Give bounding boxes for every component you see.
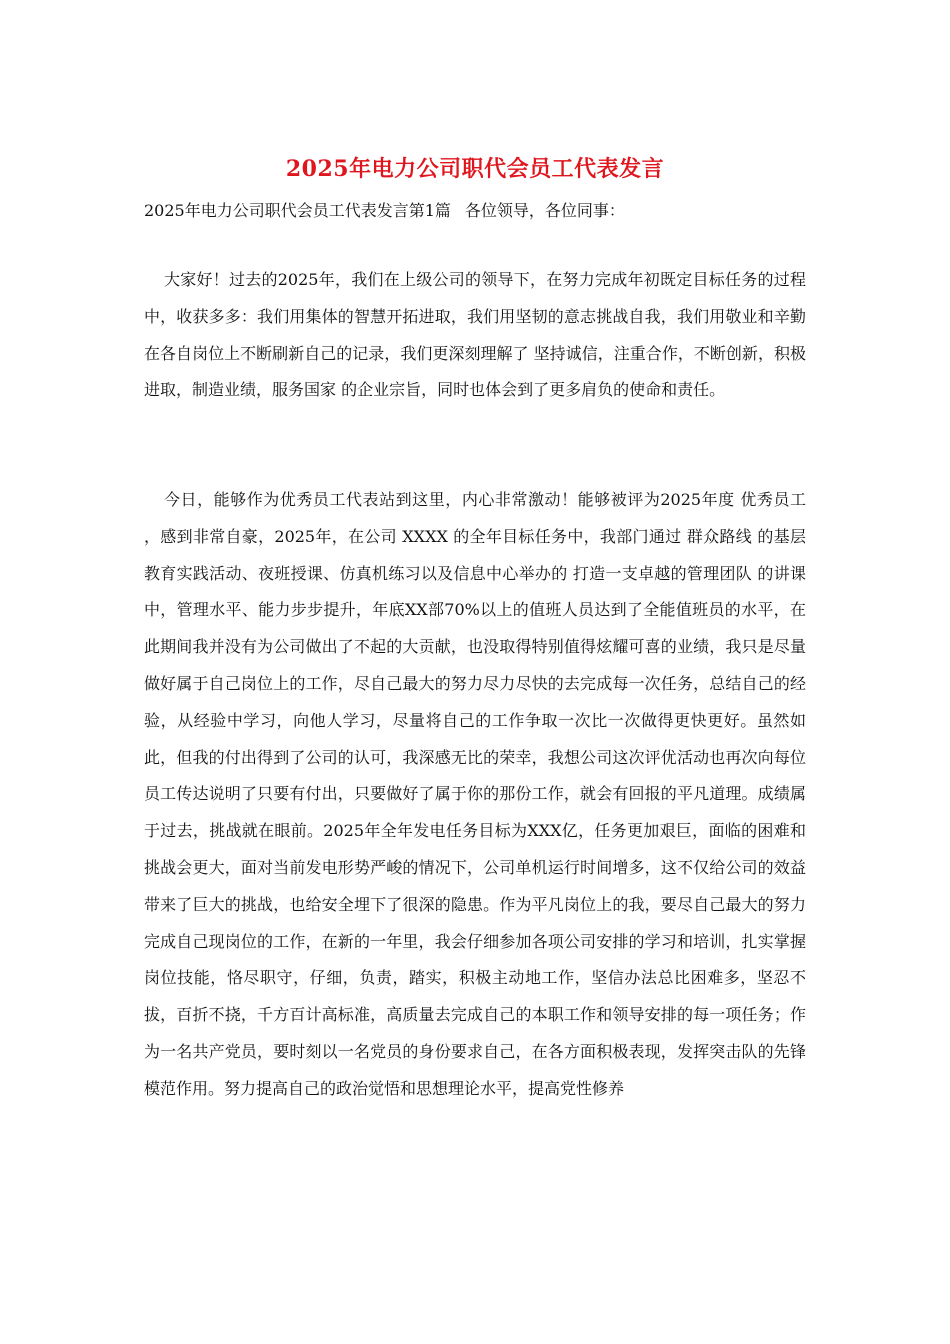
salutation: 各位领导，各位同事： [464, 201, 625, 220]
document-title: 2025年电力公司职代会员工代表发言 [285, 156, 665, 182]
subtitle-heading: 2025年电力公司职代会员工代表发言第1篇 [144, 201, 451, 220]
paragraph-1: 大家好！过去的2025年，我们在上级公司的领导下，在努力完成年初既定目标任务的过程中，收获多多：我们用集体的智慧开拓进取，我们用坚韧的意志挑战自我，我们用敬业和辛勤在各自岗位上不断刷新自己的记录，我们更深刻理解了 坚持诚信，注重合作，不断创新，积极进取，制造业绩，服务国家 的企业宗旨，同时也体会到了更多肩负的使命和责任。 [144, 270, 806, 400]
document-subtitle [144, 198, 824, 224]
paragraph-2: 今日，能够作为优秀员工代表站到这里，内心非常激动！能够被评为2025年度 优秀员工 ，感到非常自豪，2025年，在公司 XXXX 的全年目标任务中，我部门通过 群众路线 的基层教育实践活动、夜班授课、仿真机练习以及信息中心举办的 打造一支卓越的管理团队 的讲课中，管理水平、能力步步提升，年底XX部70%以上的值班人员达到了全能值班员的水平，在此期间我并没有为公司做出了不起的大贡献，也没取得特别值得炫耀可喜的业绩，我只是尽量做好属于自己岗位上的工作，尽自己最大的努力尽力尽快的去完成每一次任务，总结自己的经验，从经验中学习，向他人学习，尽量将自己的工作争取一次比一次做得更快更好。虽然如此，但我的付出得到了公司的认可，我深感无比的荣幸，我想公司这次评优活动也再次向每位员工传达说明了只要有付出，只要做好了属于你的那份工作，就会有回报的平凡道理。成绩属于过去，挑战就在眼前。2025年全年发电任务目标为XXX亿，任务更加艰巨，面临的困难和挑战会更大，面对当前发电形势严峻的情况下，公司单机运行时间增多，这不仅给公司的效益带来了巨大的挑战，也给安全埋下了很深的隐患。作为平凡岗位上的我，要尽自己最大的努力完成自己现岗位的工作，在新的一年里，我会仔细参加各项公司安排的学习和培训，扎实掌握岗位技能，恪尽职守，仔细，负责，踏实，积极主动地工作，坚信办法总比困难多，坚忍不拔，百折不挠，千方百计高标准，高质量去完成自己的本职工作和领导安排的每一项任务；作为一名共产党员，要时刻以一名党员的身份要求自己，在各方面积极表现，发挥突击队的先锋模范作用。努力提高自己的政治觉悟和思想理论水平，提高党性修养 [144, 490, 806, 1098]
